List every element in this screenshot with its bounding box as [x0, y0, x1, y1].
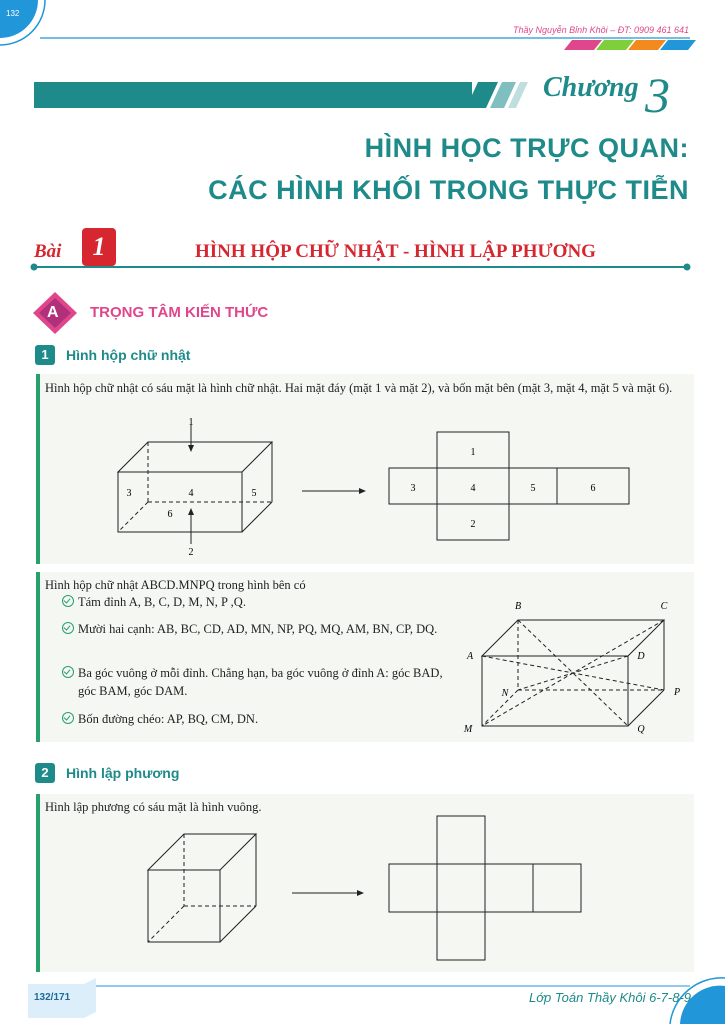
- chapter-banner: [34, 82, 534, 108]
- vertex-C: C: [660, 601, 668, 612]
- sub1-title: Hình hộp chữ nhật: [66, 347, 191, 363]
- bullet-text: Mười hai cạnh: AB, BC, CD, AD, MN, NP, PQ, MQ, AM, BN, CP, DQ.: [78, 622, 438, 636]
- sub1-paragraph: Hình hộp chữ nhật ABCD.MNPQ trong hình bên có: [45, 578, 306, 592]
- box-label-4: 4: [188, 488, 194, 499]
- net-label-5: 5: [530, 483, 536, 494]
- vertex-D: D: [637, 651, 645, 662]
- box-net: [385, 430, 635, 545]
- sub2-box: [36, 794, 694, 972]
- bullet-item: [62, 620, 452, 638]
- chapter-title-line2: CÁC HÌNH KHỐI TRONG THỰC TIỄN: [208, 175, 689, 205]
- header-author: Thầy Nguyễn Bỉnh Khôi – ĐT: 0909 461 641: [513, 25, 689, 35]
- vertex-M: M: [463, 724, 473, 735]
- net-label-6: 6: [590, 483, 596, 494]
- sub1-number: 1: [35, 345, 55, 365]
- sub2-number: 2: [35, 763, 55, 783]
- net-label-3: 3: [410, 483, 416, 494]
- chapter-word: Chương: [543, 72, 639, 103]
- arrow-right: [290, 888, 370, 898]
- sub1-intro: Hình hộp chữ nhật có sáu mặt là hình chữ nhật. Hai mặt đáy (mặt 1 và mặt 2), và bốn mặt bên (mặt 3, mặt 4, mặt 5 và mặt 6).: [45, 381, 673, 395]
- net-label-2: 2: [470, 519, 476, 530]
- box-label-5: 5: [251, 488, 257, 499]
- section-a-letter: A: [47, 304, 59, 321]
- bullet-text: Ba góc vuông ở mỗi đỉnh. Chẳng hạn, ba góc vuông ở đỉnh A: góc BAD, góc BAM, góc DAM.: [78, 666, 443, 698]
- bullet-item: [62, 593, 452, 611]
- net-label-4: 4: [470, 483, 476, 494]
- net-label-1: 1: [470, 447, 476, 458]
- footer-page: 132/171: [34, 992, 71, 1003]
- bullet-item: [62, 710, 452, 728]
- sub2-title: Hình lập phương: [66, 765, 180, 781]
- header-stripes: [0, 36, 725, 52]
- lesson-word: Bài: [34, 241, 62, 262]
- vertex-A: A: [466, 651, 474, 662]
- box-label-6: 6: [167, 509, 173, 520]
- bullet-item: [62, 664, 452, 700]
- lesson-underline: [30, 262, 695, 272]
- check-circle-icon: [62, 595, 74, 607]
- bullet-text: Tám đỉnh A, B, C, D, M, N, P ,Q.: [78, 595, 246, 609]
- vertex-N: N: [501, 688, 509, 699]
- section-a-label: TRỌNG TÂM KIẾN THỨC: [90, 304, 269, 321]
- footer-brand: Lớp Toán Thầy Khôi 6-7-8-9: [528, 990, 691, 1005]
- cube-net: [385, 812, 585, 962]
- chapter-title-line1: HÌNH HỌC TRỰC QUAN:: [364, 133, 689, 163]
- chapter-number: 3: [645, 67, 670, 123]
- check-circle-icon: [62, 622, 74, 634]
- vertex-P: P: [673, 687, 681, 698]
- arrow-right: [300, 486, 370, 496]
- check-circle-icon: [62, 666, 74, 678]
- check-circle-icon: [62, 712, 74, 724]
- box-label-2: 2: [188, 547, 194, 558]
- box-label-3: 3: [126, 488, 132, 499]
- lesson-title: HÌNH HỘP CHỮ NHẬT - HÌNH LẬP PHƯƠNG: [195, 241, 596, 262]
- vertex-B: B: [514, 601, 522, 612]
- box-figure: [110, 412, 290, 562]
- box-label-1: 1: [188, 417, 194, 428]
- vertex-Q: Q: [637, 724, 645, 735]
- cube-figure: [140, 828, 265, 948]
- sub2-intro: Hình lập phương có sáu mặt là hình vuông.: [45, 800, 262, 814]
- lesson-number: 1: [82, 228, 116, 266]
- abcd-mnpq-figure: [458, 596, 681, 741]
- bullet-text: Bốn đường chéo: AP, BQ, CM, DN.: [78, 712, 259, 726]
- header-page-number: 132: [6, 9, 20, 18]
